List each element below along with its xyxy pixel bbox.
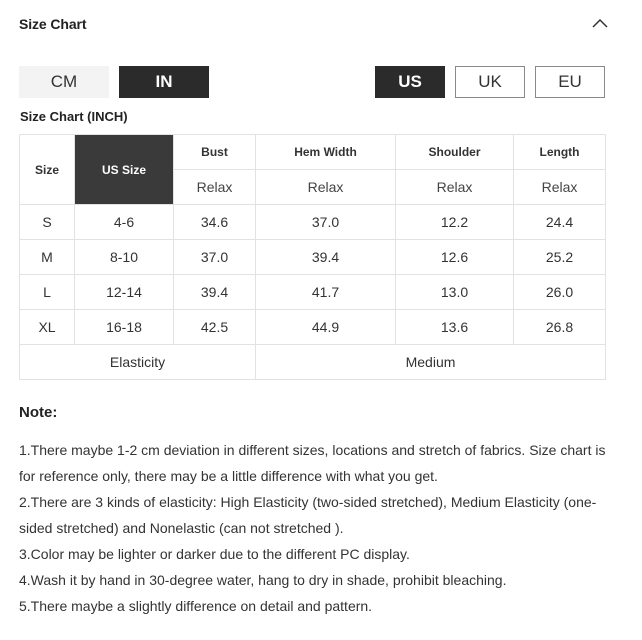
col-header-shoulder: Shoulder	[396, 135, 514, 170]
table-cell: 26.8	[514, 310, 606, 345]
note-line: 3.Color may be lighter or darker due to the different PC display.	[19, 546, 410, 562]
elasticity-row	[20, 345, 606, 380]
table-cell: 12.6	[396, 240, 514, 275]
table-cell: 34.6	[174, 205, 256, 240]
table-cell: 41.7	[256, 275, 396, 310]
region-uk-button[interactable]: UK	[455, 66, 525, 98]
table-cell: 8-10	[75, 240, 174, 275]
fit-cell: Relax	[174, 170, 256, 205]
note-line: 5.There maybe a slightly difference on detail and pattern.	[19, 598, 373, 614]
table-row	[20, 310, 606, 345]
col-header-length: Length	[514, 135, 606, 170]
fit-cell: Relax	[514, 170, 606, 205]
table-cell: 16-18	[75, 310, 174, 345]
table-cell: 13.6	[396, 310, 514, 345]
table-cell: S	[20, 205, 75, 240]
note-line: 2.There are 3 kinds of elasticity: High Elasticity (two-sided stretched), Medium Elasticity (one-sided stretched) and Nonelastic (can not stretched ).	[19, 494, 597, 536]
chevron-up-icon[interactable]	[591, 16, 609, 30]
table-row	[20, 240, 606, 275]
note-body	[19, 437, 619, 619]
table-cell: 12-14	[75, 275, 174, 310]
table-cell: 39.4	[256, 240, 396, 275]
col-header-bust: Bust	[174, 135, 256, 170]
unit-cm-button[interactable]: CM	[19, 66, 109, 98]
chart-title: Size Chart (INCH)	[20, 109, 128, 124]
col-header-size: Size	[20, 135, 75, 205]
table-cell: 25.2	[514, 240, 606, 275]
table-cell: 24.4	[514, 205, 606, 240]
table-cell: 4-6	[75, 205, 174, 240]
table-cell: 44.9	[256, 310, 396, 345]
region-us-button[interactable]: US	[375, 66, 445, 98]
size-chart-header[interactable]	[19, 14, 609, 36]
table-cell: 37.0	[256, 205, 396, 240]
table-row	[20, 205, 606, 240]
table-cell: 42.5	[174, 310, 256, 345]
col-header-hem-width: Hem Width	[256, 135, 396, 170]
table-cell: 26.0	[514, 275, 606, 310]
table-cell: L	[20, 275, 75, 310]
table-header-row	[20, 135, 606, 170]
table-cell: 13.0	[396, 275, 514, 310]
unit-in-button[interactable]: IN	[119, 66, 209, 98]
elasticity-label: Elasticity	[20, 345, 256, 380]
region-eu-button[interactable]: EU	[535, 66, 605, 98]
fit-cell: Relax	[396, 170, 514, 205]
fit-cell: Relax	[256, 170, 396, 205]
table-cell: M	[20, 240, 75, 275]
elasticity-value: Medium	[256, 345, 606, 380]
table-cell: 39.4	[174, 275, 256, 310]
table-cell: 37.0	[174, 240, 256, 275]
size-table	[19, 134, 606, 380]
note-line: 1.There maybe 1-2 cm deviation in different sizes, locations and stretch of fabrics. Size chart is for reference only, there may be a little difference with what you get.	[19, 442, 606, 484]
note-title: Note:	[19, 404, 58, 421]
note-line: 4.Wash it by hand in 30-degree water, hang to dry in shade, prohibit bleaching.	[19, 572, 507, 588]
col-header-us-size: US Size	[75, 135, 174, 205]
table-cell: XL	[20, 310, 75, 345]
table-row	[20, 275, 606, 310]
table-cell: 12.2	[396, 205, 514, 240]
header-title: Size Chart	[19, 16, 87, 32]
